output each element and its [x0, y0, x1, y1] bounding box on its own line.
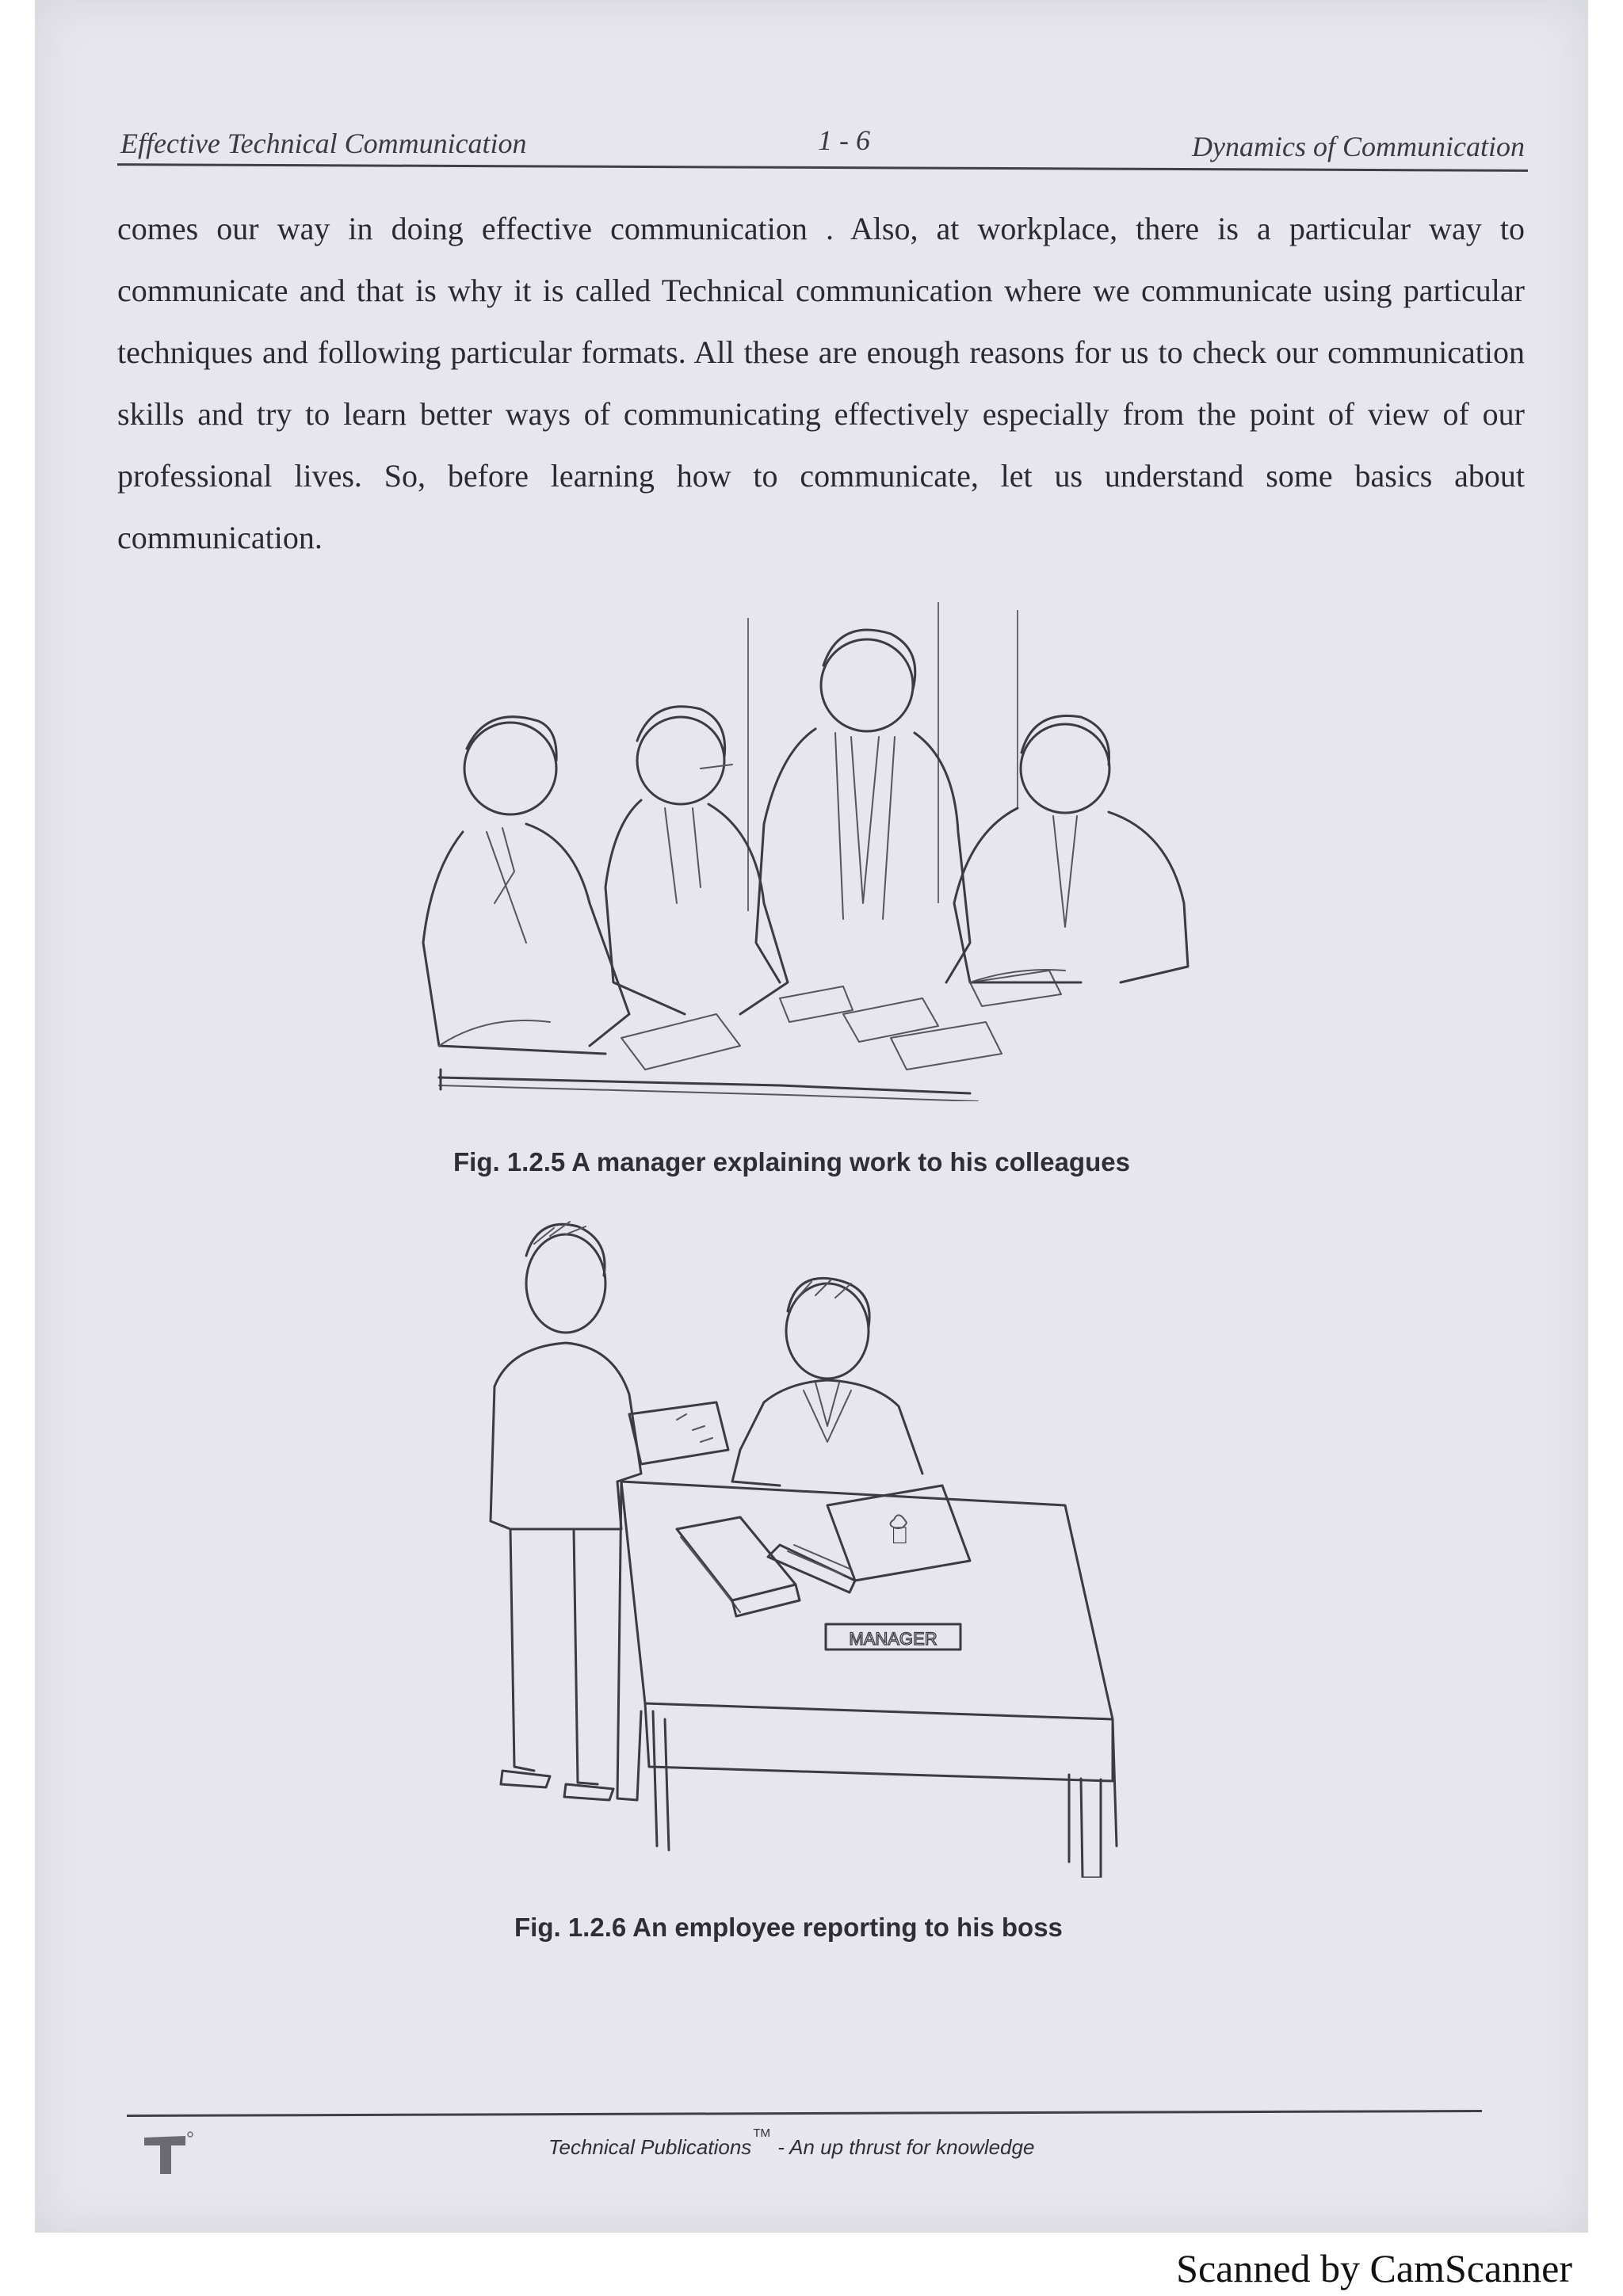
header-page-number: 1 - 6: [818, 124, 870, 156]
paper-sheet: [35, 0, 1588, 2233]
header-book-title: Effective Technical Communication: [120, 128, 527, 159]
footer-rule: [127, 2110, 1482, 2117]
name-plate-label: MANAGER: [849, 1629, 938, 1649]
desk-report-sketch-icon: [479, 1212, 1192, 1878]
technical-publications-logo-icon: [139, 2130, 195, 2177]
header-chapter-title: Dynamics of Communication: [1192, 131, 1525, 162]
desk-report-sketch-figure: [479, 1212, 1192, 1878]
footer-tagline: - An up thrust for knowledge: [777, 2135, 1035, 2159]
meeting-sketch-icon: [368, 570, 1303, 1101]
figure-caption-2: Fig. 1.2.6 An employee reporting to his boss: [514, 1913, 1063, 1942]
figure-caption-1: Fig. 1.2.5 A manager explaining work to his colleagues: [453, 1147, 1130, 1177]
footer-trademark: TM: [753, 2126, 770, 2140]
meeting-sketch-figure: [368, 570, 1303, 1101]
body-paragraph: comes our way in doing effective communication . Also, at workplace, there is a particular way to communicate and that is why it is called Technical communication where we communicate using particular techniques and following particular formats. All these are enough reasons for us to check our communication skills and try to learn better ways of communicating effectively especially from the point of view of our professional lives. So, before learning how to communicate, let us understand some basics about communication.: [117, 211, 1525, 555]
footer-publisher-line: [548, 2126, 1034, 2160]
footer-publisher: Technical Publications: [548, 2135, 752, 2159]
camscanner-watermark: Scanned by CamScanner: [1176, 2246, 1572, 2290]
running-header: [120, 119, 1525, 166]
